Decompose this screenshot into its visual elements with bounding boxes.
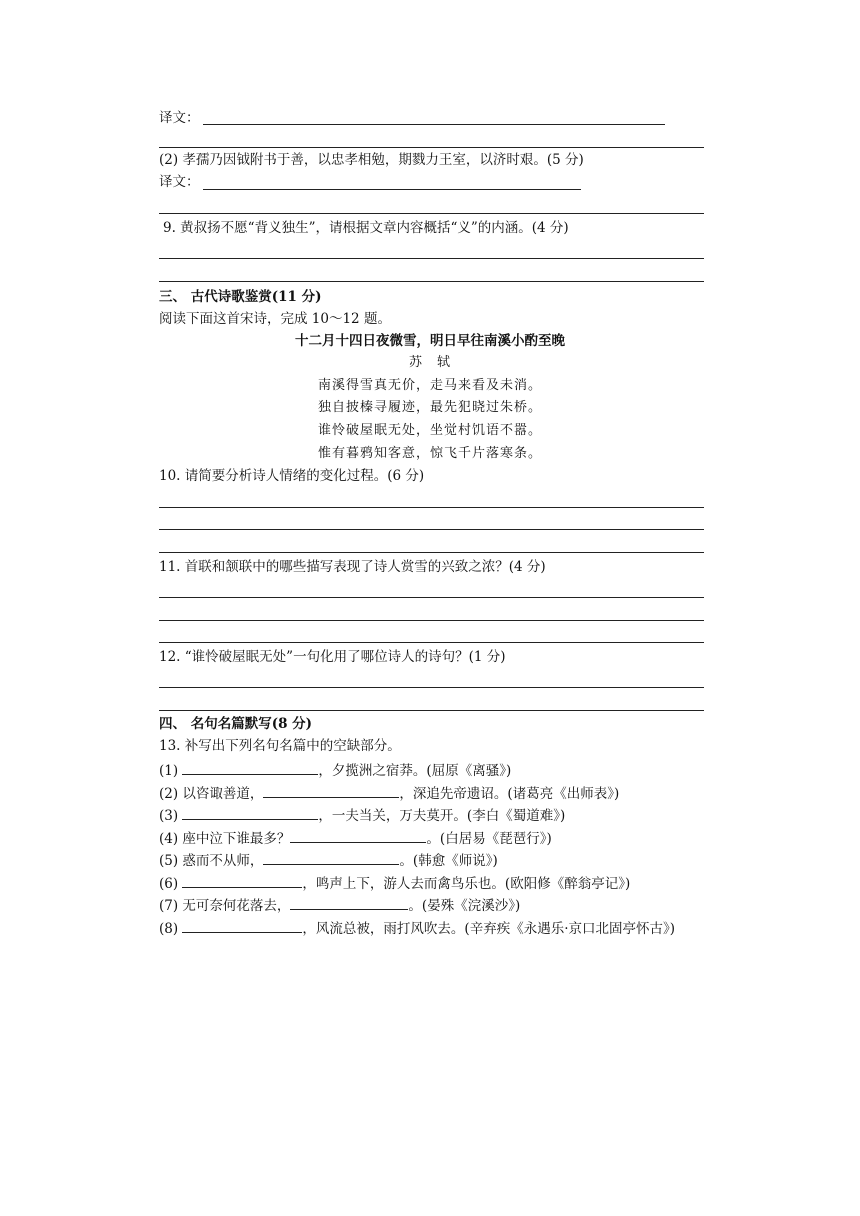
answer-line[interactable] <box>159 147 704 148</box>
question-11: 11. 首联和颔联中的哪些描写表现了诗人赏雪的兴致之浓？(4 分) <box>159 559 546 575</box>
poem-title: 十二月十四日夜微雪，明日早往南溪小酌至晚 <box>295 333 565 349</box>
blank-field[interactable] <box>182 919 302 933</box>
answer-line[interactable] <box>159 552 704 553</box>
fill-blank-item: (1) ，夕揽洲之宿莽。(屈原《离骚》) <box>159 763 512 779</box>
blank-field[interactable] <box>290 896 408 910</box>
answer-line[interactable] <box>203 189 581 190</box>
question-10: 10. 请简要分析诗人情绪的变化过程。(6 分) <box>159 468 425 484</box>
section-intro: 阅读下面这首宋诗，完成 10～12 题。 <box>159 311 391 327</box>
answer-line[interactable] <box>159 258 704 259</box>
fill-blank-item: (6) ，鸣声上下，游人去而禽鸟乐也。(欧阳修《醉翁亭记》) <box>159 876 631 892</box>
fill-blank-item: (8) ，风流总被，雨打风吹去。(辛弃疾《永遇乐·京口北固亭怀古》) <box>159 921 675 937</box>
fill-blank-item: (7) 无可奈何花落去， 。(晏殊《浣溪沙》) <box>159 898 521 914</box>
section-heading: 四、 名句名篇默写(8 分) <box>159 716 313 732</box>
translation-label: 译文： <box>159 110 200 126</box>
question-12: 12. “谁怜破屋眠无处”一句化用了哪位诗人的诗句？(1 分) <box>159 649 506 665</box>
answer-line[interactable] <box>159 687 704 688</box>
translation-label: 译文： <box>159 174 200 190</box>
blank-field[interactable] <box>182 874 302 888</box>
poem-line: 独自披榛寻履迹，最先犯晓过朱桥。 <box>317 400 542 415</box>
answer-line[interactable] <box>159 507 704 508</box>
fill-blank-item: (5) 惑而不从师， 。(韩愈《师说》) <box>159 853 498 869</box>
blank-field[interactable] <box>182 761 318 775</box>
blank-field[interactable] <box>182 806 318 820</box>
answer-line[interactable] <box>159 529 704 530</box>
question-9: 9. 黄叔扬不愿“背义独生”，请根据文章内容概括“义”的内涵。(4 分) <box>163 220 569 236</box>
answer-line[interactable] <box>159 620 704 621</box>
poem-author: 苏 轼 <box>408 355 451 370</box>
fill-blank-item: (4) 座中泣下谁最多？ 。(白居易《琵琶行》) <box>159 831 552 847</box>
poem-line: 惟有暮鸦知客意，惊飞千片落寒条。 <box>317 446 542 461</box>
section-heading: 三、 古代诗歌鉴赏(11 分) <box>159 289 322 305</box>
blank-field[interactable] <box>290 829 426 843</box>
answer-line[interactable] <box>203 124 665 125</box>
fill-blank-item: (2) 以咨诹善道， ，深追先帝遗诏。(诸葛亮《出师表》) <box>159 786 620 802</box>
poem-line: 南溪得雪真无价，走马来看及未消。 <box>317 378 542 393</box>
blank-field[interactable] <box>263 851 399 865</box>
blank-field[interactable] <box>263 784 399 798</box>
answer-line[interactable] <box>159 642 704 643</box>
fill-blank-item: (3) ，一夫当关，万夫莫开。(李白《蜀道难》) <box>159 808 566 824</box>
question-text: (2) 孝孺乃因钺附书于善，以忠孝相勉，期戮力王室，以济时艰。(5 分) <box>159 152 584 168</box>
answer-line[interactable] <box>159 281 704 282</box>
answer-line[interactable] <box>159 213 704 214</box>
poem-line: 谁怜破屋眠无处，坐觉村饥语不嚣。 <box>317 423 542 438</box>
answer-line[interactable] <box>159 710 704 711</box>
question-13: 13. 补写出下列名句名篇中的空缺部分。 <box>159 738 401 754</box>
answer-line[interactable] <box>159 597 704 598</box>
